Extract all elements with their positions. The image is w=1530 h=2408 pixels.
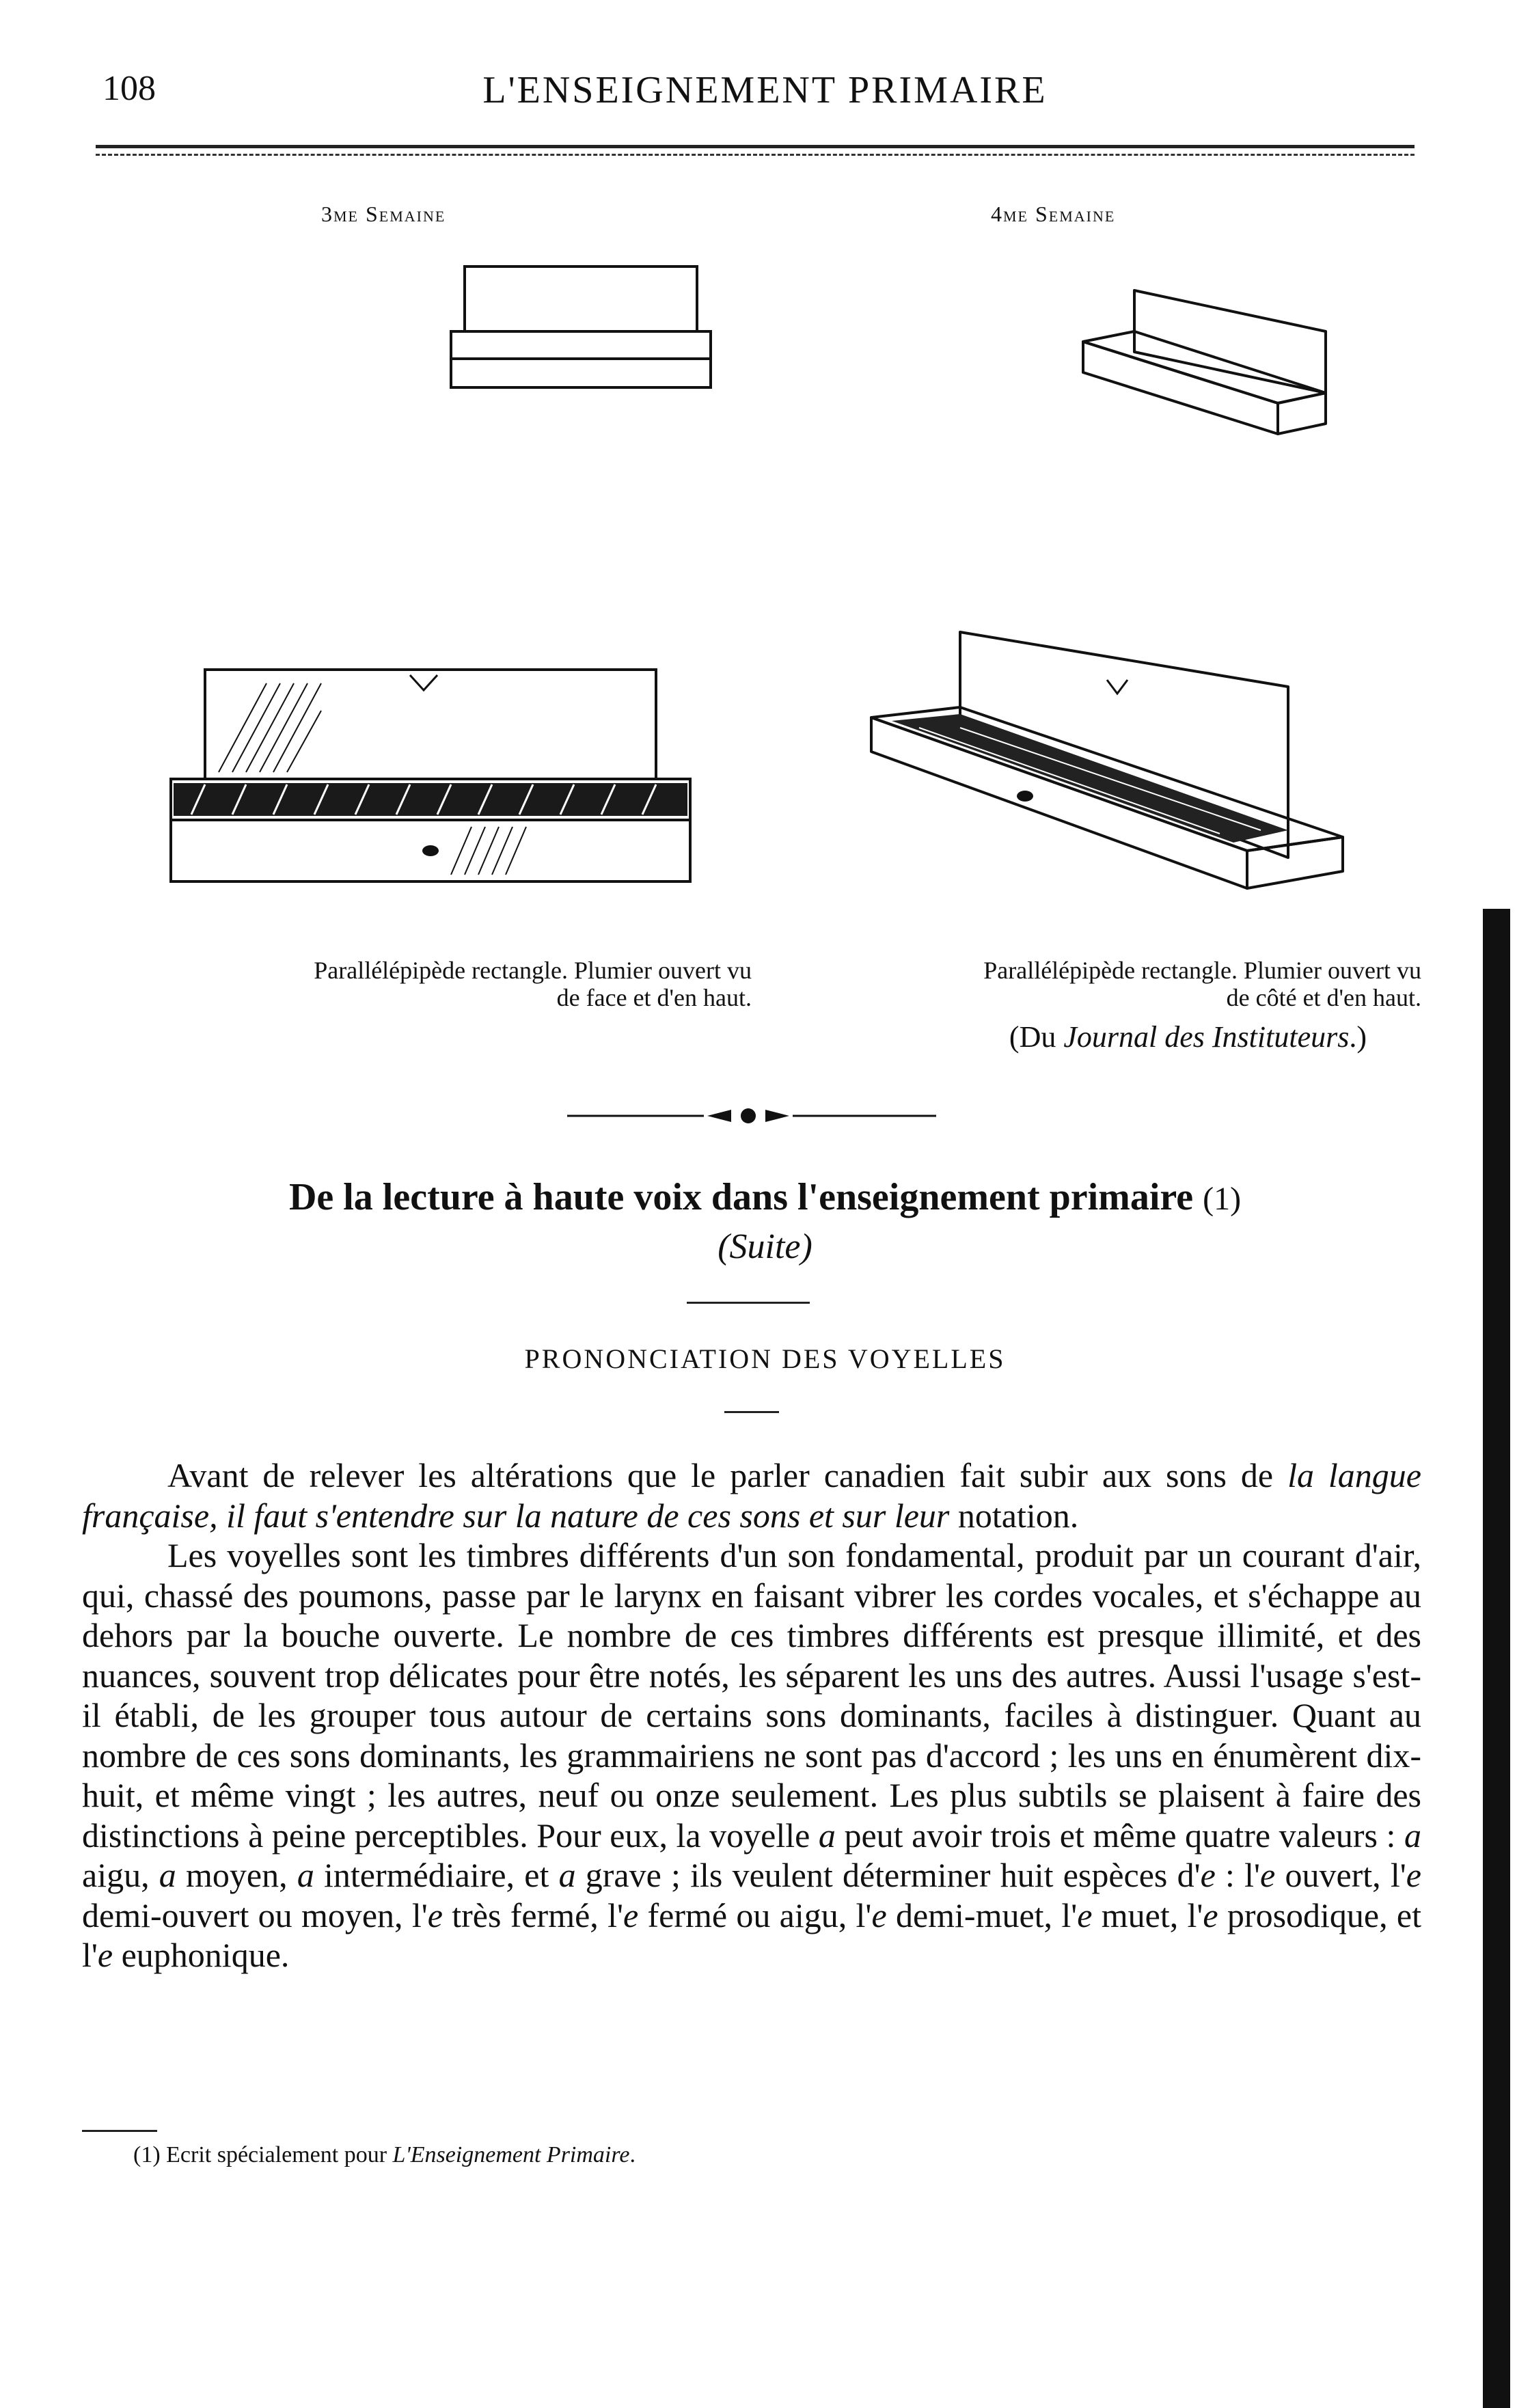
vowel-e-1: e [1200, 1856, 1216, 1894]
page-number: 108 [103, 69, 156, 108]
header-dashed-rule [96, 154, 1415, 156]
vowel-e-9: e [97, 1936, 113, 1974]
p2-f: grave ; ils veulent déterminer huit espèces d' [575, 1856, 1201, 1894]
p1-start: Avant de relever les altérations que le parler canadien fait subir aux sons de [167, 1456, 1288, 1494]
article-title-text: De la lecture à haute voix dans l'enseignement primaire [288, 1176, 1194, 1218]
vowel-e-2: e [1260, 1856, 1276, 1894]
p2-a: Les voyelles sont les timbres différents d'un son fondamental, produit par un courant d'air, qui, chassé des poumons, passe par le larynx en faisant vibrer les cordes vocales, et s'échappe au dehors par la bouche ouverte. Le nombre de ces timbres différents est presque illimité, et des nuances, souvent trop délicates pour être notés, les séparent les uns des autres. Aussi l'usage s'est-il établi, de les grouper tous autour de certains sons dominants, faciles à distinguer. Quant au nombre de ces sons dominants, les grammairiens ne sont pas d'accord ; les uns en énumèrent dix-huit, et même vingt ; les autres, neuf ou onze seulement. Les plus subtils se plaisent à faire des distinctions à peine perceptibles. Pour eux, la voyelle [82, 1536, 1421, 1855]
caption-right-line1: Parallélépipède rectangle. Plumier ouvert vu [983, 957, 1421, 984]
p2-l: demi-muet, l' [886, 1896, 1078, 1934]
footnote [133, 2142, 636, 2168]
header-rule [96, 145, 1415, 148]
p2-n: prosodique, et l' [82, 1896, 1421, 1974]
p2-d: moyen, [176, 1856, 297, 1894]
p2-k: fermé ou aigu, l' [638, 1896, 872, 1934]
title-note-ref: (1) [1203, 1181, 1242, 1217]
p2-g: : l' [1215, 1856, 1261, 1894]
footnote-rule [82, 2130, 157, 2132]
vowel-a-2: a [1404, 1816, 1421, 1855]
section-heading: PRONONCIATION DES VOYELLES [524, 1343, 1006, 1374]
p2-m: muet, l' [1092, 1896, 1203, 1934]
p2-o: euphonique. [113, 1936, 290, 1974]
title-rule [687, 1302, 810, 1304]
scan-margin-bar [1483, 909, 1510, 2408]
section-rule [724, 1411, 779, 1413]
footnote-text: Ecrit spécialement pour [160, 2142, 393, 2167]
p2-e: intermédiaire, et [314, 1856, 559, 1894]
paragraph-1 [82, 1455, 1421, 1535]
vowel-e-6: e [871, 1896, 887, 1934]
vowel-e-7: e [1077, 1896, 1093, 1934]
vowel-a-4: a [297, 1856, 314, 1894]
running-title: L'ENSEIGNEMENT PRIMAIRE [482, 69, 1048, 111]
caption-left-line1: Parallélépipède rectangle. Plumier ouvert vu [314, 957, 752, 984]
caption-right-line2: de côté et d'en haut. [1226, 984, 1421, 1011]
open-pencil-case-side-illustration [864, 625, 1356, 899]
p2-b: peut avoir trois et même quatre valeurs : [835, 1816, 1404, 1855]
source-journal: Journal des Instituteurs [1063, 1020, 1350, 1054]
vowel-a-5: a [558, 1856, 576, 1894]
p2-j: très fermé, l' [442, 1896, 623, 1934]
article-title [0, 1175, 1530, 1219]
week4-label: 4me Semaine [991, 202, 1116, 226]
source-prefix: (Du [1009, 1020, 1064, 1054]
footnote-marker: (1) [133, 2142, 161, 2167]
vowel-a-1: a [818, 1816, 836, 1855]
ornamental-divider [567, 1106, 936, 1126]
vowel-e-3: e [1406, 1856, 1421, 1894]
caption-left-line2: de face et d'en haut. [556, 984, 752, 1011]
open-pencil-case-front-illustration [164, 663, 697, 895]
p2-i: demi-ouvert ou moyen, l' [82, 1896, 428, 1934]
footnote-italic: L'Enseignement Primaire [392, 2142, 630, 2167]
article-body [82, 1455, 1421, 1975]
vowel-e-8: e [1203, 1896, 1218, 1934]
p2-c: aigu, [82, 1856, 159, 1894]
p1-italic: la langue française, il faut s'entendre sur la nature de ces sons et sur leur [82, 1456, 1421, 1535]
article-subtitle: (Suite) [718, 1227, 812, 1266]
vowel-a-3: a [159, 1856, 176, 1894]
source-suffix: .) [1349, 1020, 1367, 1054]
caption-left [130, 957, 752, 1011]
vowel-e-5: e [623, 1896, 639, 1934]
source-credit [800, 1020, 1367, 1054]
paragraph-2 [82, 1535, 1421, 1975]
caption-right [800, 957, 1421, 1011]
p1-end: notation. [949, 1496, 1079, 1535]
closed-box-front-illustration [437, 260, 724, 396]
open-tray-oblique-illustration [1073, 284, 1333, 448]
p2-h: ouvert, l' [1275, 1856, 1406, 1894]
footnote-end: . [629, 2142, 636, 2167]
week3-label: 3me Semaine [321, 202, 446, 226]
vowel-e-4: e [427, 1896, 443, 1934]
